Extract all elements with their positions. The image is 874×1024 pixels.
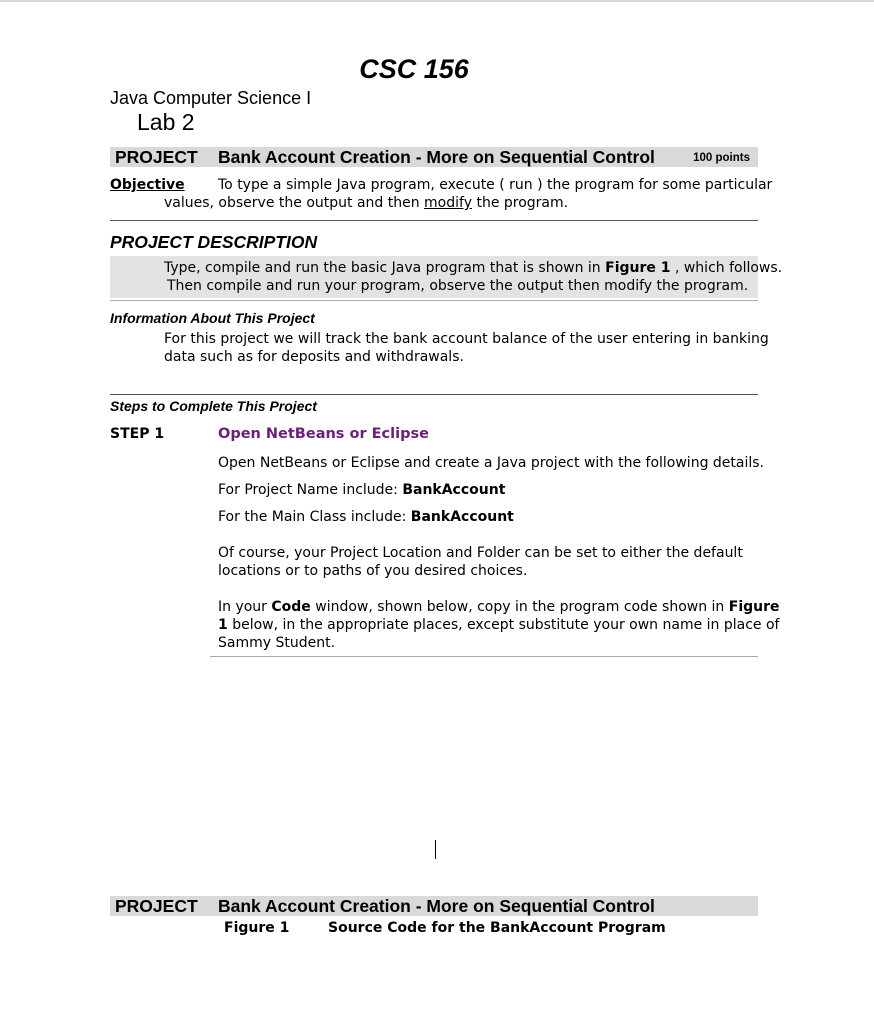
figure-bold: Figure — [728, 599, 780, 615]
page-title: CSC 156 — [359, 54, 469, 84]
divider — [110, 394, 758, 395]
step1-main-class — [218, 509, 514, 525]
step1-code-line1 — [218, 599, 780, 615]
lab-number: Lab 2 — [137, 109, 195, 135]
main-class-value: BankAccount — [410, 509, 514, 525]
code-bold: Code — [271, 599, 311, 615]
objective-text-end: the program. — [472, 195, 569, 211]
step1-project-name — [218, 482, 505, 498]
step1-label: STEP 1 — [110, 426, 165, 442]
project-header-bar — [110, 147, 758, 167]
top-border — [0, 0, 874, 2]
footer-project-label: PROJECT — [115, 896, 198, 916]
description-text-end: , which follows. — [670, 260, 783, 276]
step1-paragraph1: Open NetBeans or Eclipse and create a Java project with the following details. — [218, 455, 764, 471]
step1-location-line2: locations or to paths of you desired choices. — [218, 563, 528, 579]
project-name-text: For Project Name include: — [218, 482, 403, 498]
step1-title: Open NetBeans or Eclipse — [218, 426, 429, 442]
description-line1 — [164, 260, 782, 276]
objective-label: Objective — [110, 177, 185, 193]
project-label: PROJECT — [115, 147, 198, 167]
step1-code-line2 — [218, 617, 779, 633]
text-cursor — [435, 840, 436, 859]
description-heading: PROJECT DESCRIPTION — [110, 232, 318, 252]
divider — [210, 656, 758, 657]
step1-code-line3: Sammy Student. — [218, 635, 336, 651]
main-class-text: For the Main Class include: — [218, 509, 411, 525]
info-heading: Information About This Project — [110, 310, 315, 326]
objective-line1: To type a simple Java program, execute ( run ) the program for some particular — [218, 177, 773, 193]
footer-project-title: Bank Account Creation - More on Sequential Control — [218, 896, 655, 916]
course-name: Java Computer Science I — [110, 88, 312, 108]
divider — [110, 220, 758, 221]
step1-location-line1: Of course, your Project Location and Folder can be set to either the default — [218, 545, 743, 561]
figure-number-bold: 1 — [218, 617, 228, 633]
steps-heading: Steps to Complete This Project — [110, 398, 317, 414]
description-text: Type, compile and run the basic Java program that is shown in — [164, 260, 606, 276]
footer-project-bar — [110, 896, 758, 916]
project-title: Bank Account Creation - More on Sequential Control — [218, 147, 655, 167]
figure-caption: Source Code for the BankAccount Program — [328, 920, 666, 936]
objective-text: values, observe the output and then — [164, 195, 425, 211]
code-text: In your — [218, 599, 272, 615]
figure-ref: Figure 1 — [605, 260, 671, 276]
modify-underlined: modify — [424, 195, 472, 211]
divider — [110, 300, 758, 301]
code-text-mid: window, shown below, copy in the program code shown in — [310, 599, 729, 615]
project-name-value: BankAccount — [402, 482, 506, 498]
description-line2: Then compile and run your program, observe the output then modify the program. — [167, 278, 749, 294]
info-line2: data such as for deposits and withdrawals. — [164, 349, 464, 365]
info-line1: For this project we will track the bank account balance of the user entering in banking — [164, 331, 769, 347]
project-points: 100 points — [693, 152, 750, 164]
code-text-line2: below, in the appropriate places, except substitute your own name in place of — [227, 617, 780, 633]
objective-line2 — [164, 195, 568, 211]
figure-label: Figure 1 — [224, 920, 290, 936]
